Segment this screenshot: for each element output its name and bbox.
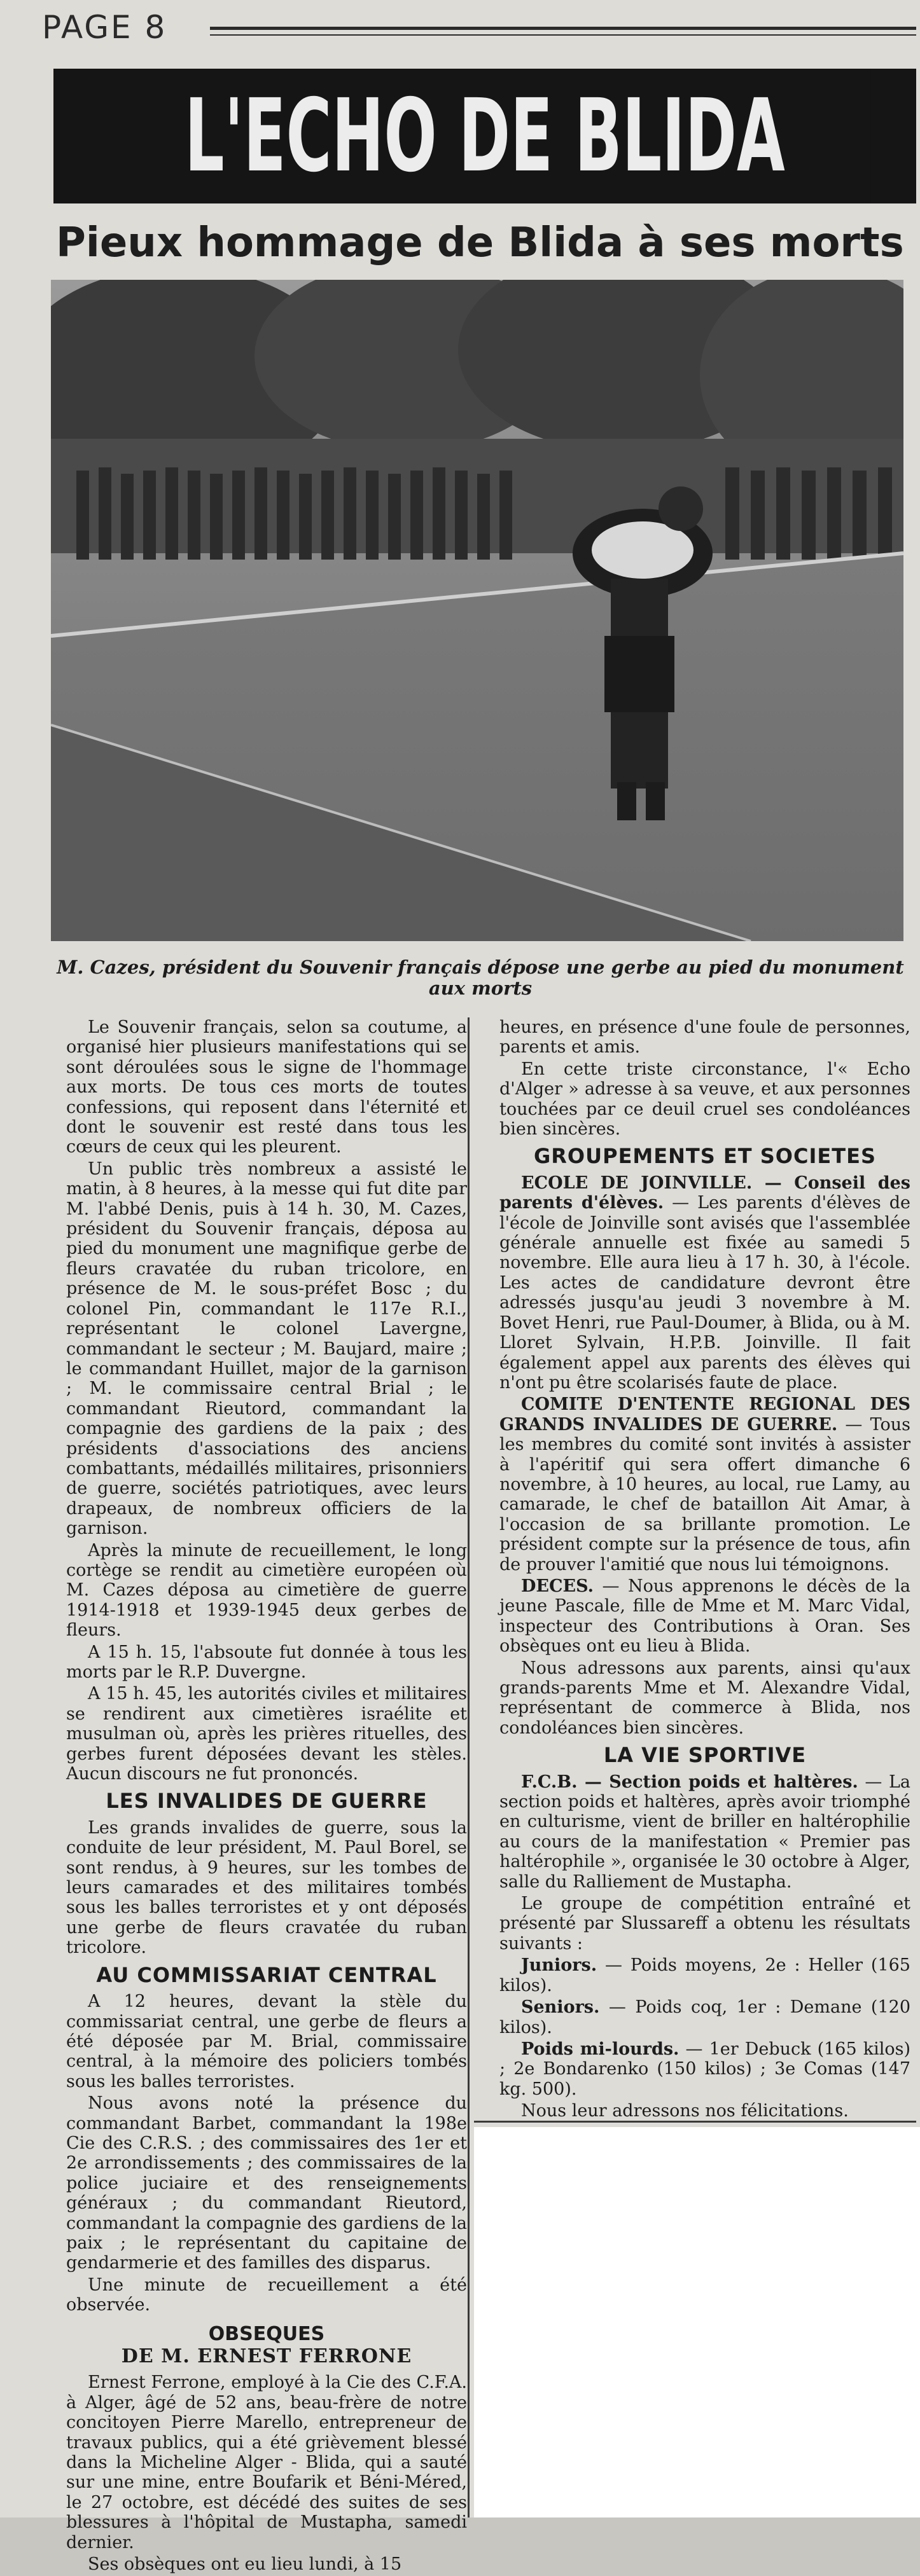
comite-text: — Tous les membres du comité sont invités à assister à l'apéritif qui sera offert dimanche 6 novembre, à 10 heures, au local, rue Lamy, au camarade, le chef de bataillon Ait Amar, à l'occasion de sa brillante promotion. Le président compte sur la présence de tous, afin de prouver l'amitié que nous lui témoignons. <box>499 1414 910 1574</box>
masthead <box>53 69 916 203</box>
page-rule-thin <box>210 34 916 36</box>
blank-area <box>474 2127 920 2517</box>
commissariat-paragraph: A 12 heures, devant la stèle du commissariat central, une gerbe de fleurs a été déposée par M. Brial, commissaire central, à la mémoire des policiers tombés sous les balles terroristes. <box>66 1992 467 2091</box>
page-rule <box>210 27 916 30</box>
comite-item <box>499 1395 910 1574</box>
mi-lourds-text: — 1er Debuck (165 kilos) ; 2e Bondarenko (150 kilos) ; 3e Comas (147 kg. 500). <box>499 2039 910 2099</box>
joinville-text: — Les parents d'élèves de l'école de Joinville sont avisés que l'assemblée générale annuelle est fixée au samedi 5 novembre. Elle aura lieu à 17 h. 30, à l'école. Les actes de candidature devront être adressés jusqu'au jeudi 3 novembre à M. Bovet Henri, rue Paul-Doumer, à Blida, ou à M. Lloret Sylvain, H.P.B. Joinville. Il fait également appel aux parents des élèves qui n'ont pu être scolarisés faute de place. <box>499 1193 910 1393</box>
juniors-lead: Juniors. <box>521 1955 597 1976</box>
joinville-item <box>499 1173 910 1393</box>
groupe-text: Le groupe de compétition entraîné et présenté par Slussareff a obtenu les résultats suivants : <box>499 1894 910 1953</box>
right-column <box>499 1017 910 2123</box>
seniors-lead: Seniors. <box>521 1997 600 2018</box>
mi-lourds-lead: Poids mi-lourds. <box>521 2039 680 2059</box>
comite-lead: COMITE D'ENTENTE REGIONAL DES GRANDS INVALIDES DE GUERRE. <box>499 1395 910 1435</box>
juniors-item <box>499 1955 910 1995</box>
commissariat-heading: AU COMMISSARIAT CENTRAL <box>96 1962 437 1987</box>
sport-heading: LA VIE SPORTIVE <box>603 1743 807 1768</box>
invalides-heading: LES INVALIDES DE GUERRE <box>106 1789 428 1814</box>
seniors-text: — Poids coq, 1er : Demane (120 kilos). <box>499 1997 910 2037</box>
fcb-text: — La section poids et haltères, après avoir triomphé en culturisme, vient de briller en haltérophilie au cours de la manifestation « Premier pas haltérophile », organisée le 30 octobre à Alger, salle du Ralliement de Mustapha. <box>499 1772 911 1892</box>
intro-paragraph: Le Souvenir français, selon sa coutume, a organisé hier plusieurs manifestations qui se sont déroulées sous le signe de l'hommage aux morts. De tous ces morts de toutes confessions, qui reposent dans l'éternité et dont le souvenir est resté dans tous les cœurs de ceux qui les pleurent. <box>66 1017 467 1157</box>
monument-photo <box>51 280 903 941</box>
groupements-heading: GROUPEMENTS ET SOCIETES <box>534 1144 876 1169</box>
obseques-heading: OBSEQUES <box>208 2322 325 2345</box>
intro-paragraph: Un public très nombreux a assisté le matin, à 8 heures, à la messe qui fut dite par M. l'abbé Denis, puis à 14 h. 30, M. Cazes, président du Souvenir français, déposa au pied du monument une magnifique gerbe de fleurs cravatée du ruban tricolore, en présence de M. le sous-préfet Bosc ; du colonel Pin, commandant le 117e R.I., représentant le colonel Lavergne, commandant le secteur ; M. Baujard, maire ; le commandant Huillet, major de la garnison ; M. le commissaire central Brial ; le commandant Rieutord, commandant la compagnie des gardiens de la paix ; des présidents d'associations des anciens combattants, médaillés militaires, prisonniers de guerre, sociétés patriotiques, avec leurs drapeaux, de nombreux officiers de la garnison. <box>66 1159 467 1539</box>
photo-illustration <box>51 280 903 941</box>
page-number: PAGE 8 <box>42 9 167 46</box>
seniors-item <box>499 1997 910 2037</box>
invalides-text: Les grands invalides de guerre, sous la conduite de leur président, M. Paul Borel, se sont rendus, à 9 heures, sur les tombes de leurs camarades et des militaires tombés sous les balles terroristes et y ont déposés une gerbe de fleurs cravatée du ruban tricolore. <box>66 1817 467 1958</box>
condolences-text: En cette triste circonstance, l'« Echo d'Alger » adresse à sa veuve, et aux personnes touchées par ce deuil cruel ses condoléances bien sincères. <box>499 1059 910 1140</box>
commissariat-paragraph: Une minute de recueillement a été observée. <box>66 2275 467 2315</box>
mi-lourds-item <box>499 2039 910 2099</box>
article-headline: Pieux hommage de Blida à ses morts <box>56 219 904 266</box>
deces-item <box>499 1576 910 1656</box>
deces-lead: DECES. <box>521 1576 594 1596</box>
joinville-lead: ECOLE DE JOINVILLE. — Conseil des parents d'élèves. <box>499 1173 910 1213</box>
obseques-paragraph: Ses obsèques ont eu lieu lundi, à 15 <box>88 2554 402 2575</box>
juniors-text: — Poids moyens, 2e : Heller (165 kilos). <box>499 1955 910 1995</box>
left-column <box>66 1017 467 2576</box>
fcb-item <box>499 1772 910 1892</box>
column-divider <box>468 1017 470 2517</box>
section-end-rule <box>474 2121 916 2123</box>
obseques-paragraph: Ernest Ferrone, employé à la Cie des C.F.A. à Alger, âgé de 52 ans, beau-frère de notre concitoyen Pierre Marello, entrepreneur de travaux publics, qui a été grièvement blessé dans la Micheline Alger - Blida, qui a sauté sur une mine, entre Boufarik et Béni-Méred, le 27 octobre, est décédé des suites de ses blessures à l'hôpital de Mustapha, samedi dernier. <box>66 2373 467 2552</box>
commissariat-paragraph: Nous avons noté la présence du commandant Barbet, commandant la 198e Cie des C.R.S. ; des commissaires des 1er et 2e arrondissements ; des commissaires de la police juciaire et des renseignements généraux ; du commandant Rieutord, commandant la compagnie des gardiens de la paix ; le représentant du capitaine de gendarmerie et des familles des disparus. <box>66 2093 467 2273</box>
deces-condolences: Nous adressons aux parents, ainsi qu'aux grands-parents Mme et M. Alexandre Vidal, représentant de commerce à Blida, nos condoléances bien sincères. <box>499 1658 910 1738</box>
intro-paragraph: A 15 h. 15, l'absoute fut donnée à tous les morts par le R.P. Duvergne. <box>66 1642 467 1682</box>
masthead-title: L'ECHO DE BLIDA <box>99 69 871 203</box>
continuation-text: heures, en présence d'une foule de personnes, parents et amis. <box>499 1017 910 1057</box>
deces-text: — Nous apprenons le décès de la jeune Pascale, fille de Mme et M. Marc Vidal, inspecteur des Contributions à Oran. Ses obsèques ont eu lieu à Blida. <box>499 1576 910 1656</box>
intro-paragraph: Après la minute de recueillement, le long cortège se rendit au cimetière européen où M. Cazes déposa au cimetière de guerre 1914-1918 et 1939-1945 deux gerbes de fleurs. <box>66 1540 467 1641</box>
closing-text: Nous leur adressons nos félicitations. <box>521 2101 849 2121</box>
fcb-lead: F.C.B. — Section poids et haltères. <box>521 1772 858 1792</box>
intro-paragraph: A 15 h. 45, les autorités civiles et militaires se rendirent aux cimetières israélite et musulman où, après les prières rituelles, des gerbes furent déposées devant les stèles. Aucun discours ne fut prononcés. <box>66 1684 467 1784</box>
photo-caption: M. Cazes, président du Souvenir français dépose une gerbe au pied du monument aux morts <box>57 956 904 999</box>
obseques-subheading: DE M. ERNEST FERRONE <box>121 2345 412 2367</box>
